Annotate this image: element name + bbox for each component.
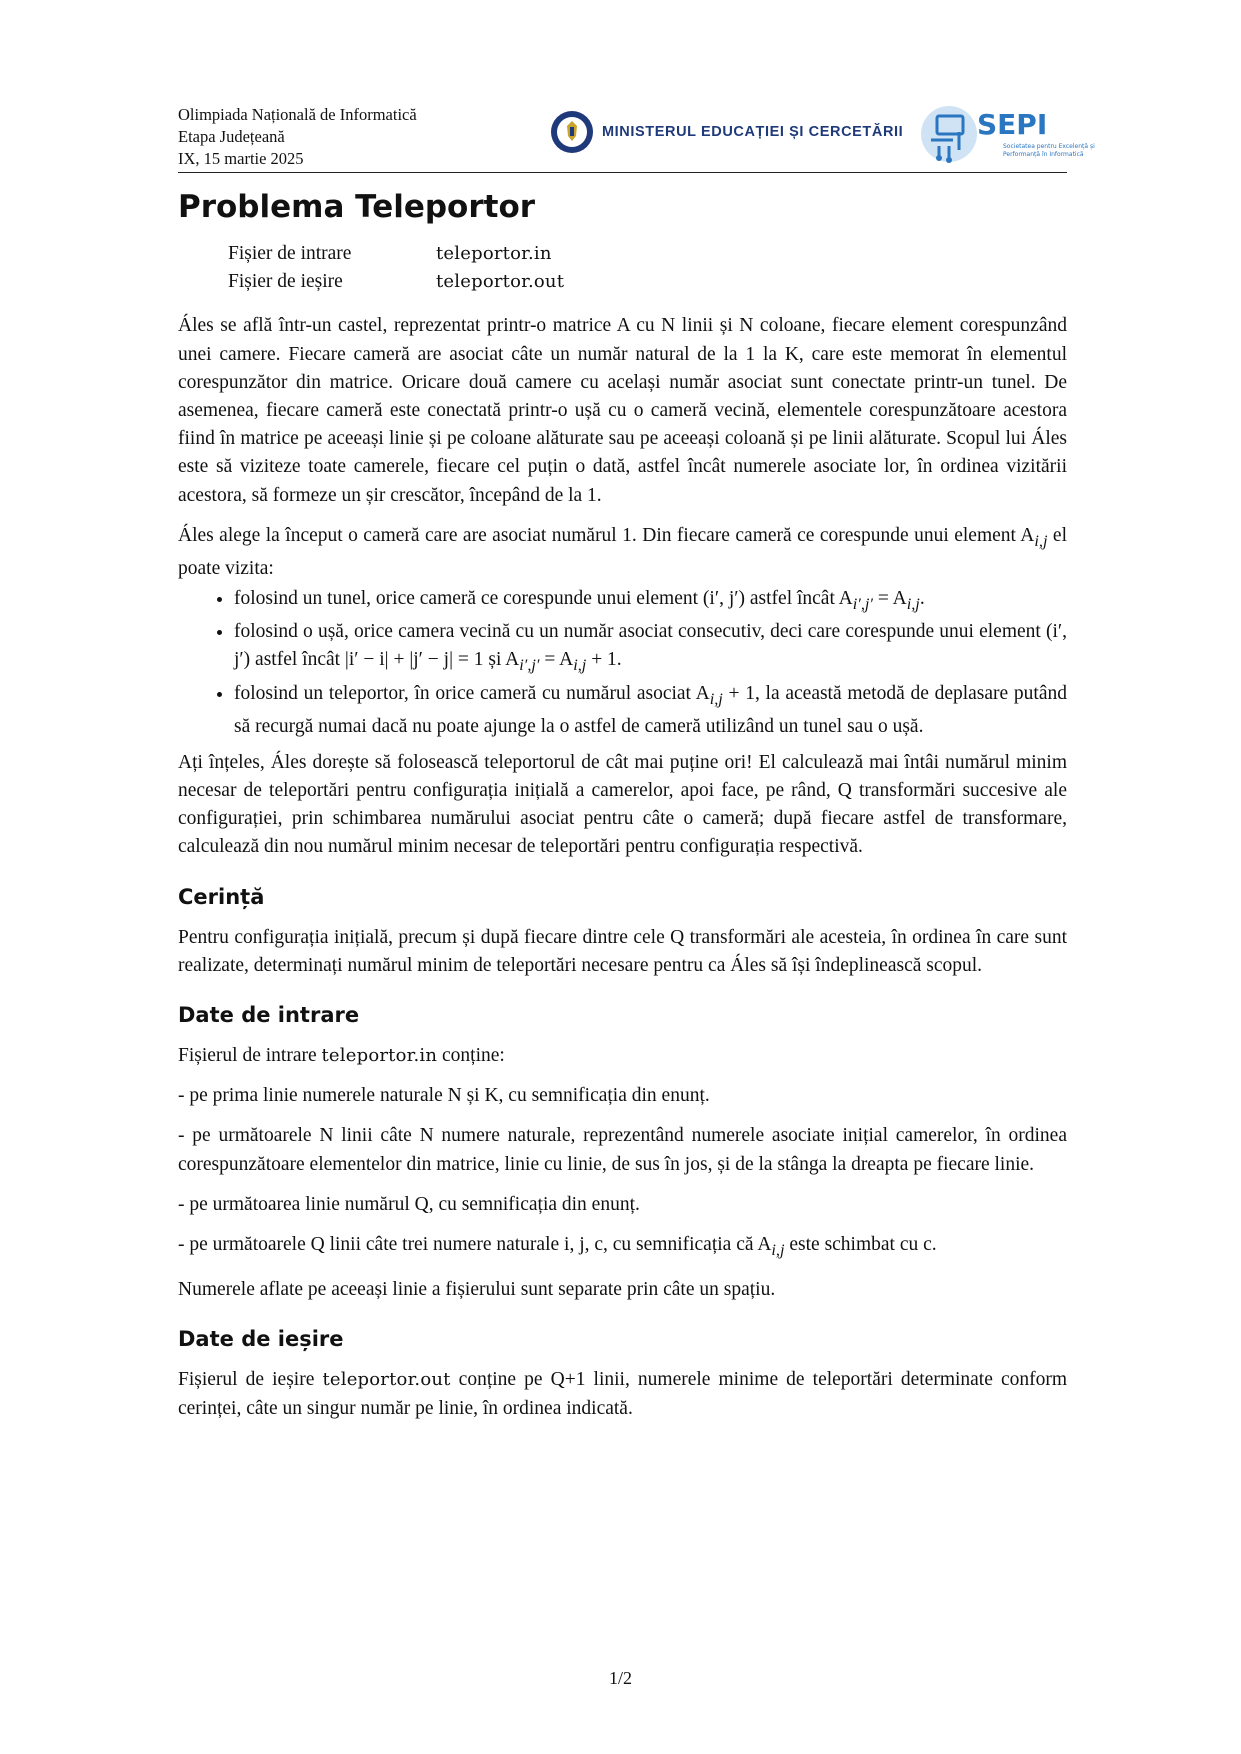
list-item-door: • folosind o ușă, orice camera vecină cu un număr asociat consecutiv, deci care corespunde unui element (i′, j′) astfel încât |i′ − i| + |j′ − j| = 1 și $A_{i',j'} = A_{i,j} + 1$. — [234, 618, 1067, 679]
sepi-logo — [919, 102, 1095, 166]
problem-title: Problema Teleportor — [178, 189, 536, 225]
requirement-text: Pentru configurația inițială, precum și după fiecare dintre cele Q transformări ale acesteia, în ordinea în care sunt realizate, determinați numărul minim de teleportări necesare pentru ca Áles să își îndeplinească scopul. — [178, 926, 1067, 976]
intro-paragraph-1: Áles se află într-un castel, reprezentat printr-o matrice A cu N linii și N coloane, fiecare element corespunzând unei camere. Fiecare cameră are asociat câte un număr natural de la 1 la K, care este memorat în elementul corespunzător din matrice. Oricare două camere cu același număr asociat sunt conectate printr-un tunel. De asemenea, fiecare cameră este conectată printr-o ușă cu o cameră vecină, elementele corespunzătoare acestora fiind în matrice pe aceeași linie și pe coloane alăturate sau pe aceeași coloană și pe linii alăturate. Scopul lui Áles este să viziteze toate camerele, fiecare cel puțin o dată, astfel încât numerele asociate lor, în ordinea vizitării acestora, să formeze un șir crescător, începând de la 1. — [178, 315, 1067, 506]
movement-options-list — [178, 585, 1067, 741]
header-info — [178, 104, 417, 170]
page-number: 1/2 — [608, 1668, 632, 1688]
output-file-label: Fișier de ieșire — [228, 271, 343, 293]
file-info — [228, 240, 1067, 296]
input-heading: Date de intrare — [178, 1003, 360, 1028]
svg-text:Performanță în Informatică: Performanță în Informatică — [1003, 151, 1084, 158]
problem-statement — [178, 188, 1067, 1435]
header-line-olympiad: Olimpiada Națională de Informatică — [178, 105, 417, 124]
output-file-name: teleportor.out — [436, 271, 565, 293]
list-item-tunnel: • folosind un tunel, orice cameră ce corespunde unui element (i′, j′) astfel încât $A_{i',j'} = A_{i,j}$. — [234, 585, 1067, 618]
ministry-logo — [550, 110, 903, 154]
input-file-label: Fișier de intrare — [228, 243, 352, 264]
input-file-name: teleportor.in — [436, 243, 552, 264]
input-line-1: - pe prima linie numerele naturale N și K, cu semnificația din enunț. — [178, 1085, 710, 1107]
output-heading: Date de ieșire — [178, 1327, 344, 1352]
sepi-logo-text: SEPI — [977, 108, 1048, 141]
input-intro: Fișierul de intrare teleportor.in conține: — [178, 1045, 505, 1067]
input-line-2: - pe următoarele N linii câte N numere naturale, reprezentând numerele asociate inițial camerelor, în ordinea corespunzătoare elementelor din matrice, linie cu linie, de sus în jos, și de la stânga la dreapta pe fiecare linie. — [178, 1125, 1067, 1175]
list-item-teleport: • folosind un teleportor, în orice cameră cu numărul asociat $A_{i,j} + 1$, la această metodă de deplasare putând să recurgă numai dacă nu poate ajunge la o astfel de cameră utilizând un tunel sau o ușă. — [234, 680, 1067, 741]
svg-text:Societatea pentru Excelență și: Societatea pentru Excelență și — [1003, 143, 1095, 150]
output-text: Fișierul de ieșire teleportor.out conține pe Q+1 linii, numerele minime de teleportări determinate conform cerinței, câte un singur număr pe linie, în ordinea indicată. — [178, 1369, 1068, 1419]
page-header — [178, 104, 1095, 173]
ministry-name: MINISTERUL EDUCAȚIEI ȘI CERCETĂRII — [602, 124, 904, 140]
header-line-stage: Etapa Județeană — [178, 127, 285, 146]
input-line-4: - pe următoarele Q linii câte trei numere naturale i, j, c, cu semnificația că $A_{i,j}$ este schimbat cu c. — [178, 1234, 937, 1259]
intro-paragraph-3: Ați înțeles, Áles dorește să folosească teleportorul de cât mai puține ori! El calculează mai întâi numărul minim necesar de teleportări pentru configurația inițială a camerelor, apoi face, pe rând, Q transformări succesive ale configurației, prin schimbarea numărului asociat pentru câte o cameră; după fiecare astfel de transformare, calculează din nou numărul minim necesar de teleportări pentru configurația respectivă. — [178, 751, 1067, 858]
header-line-date: IX, 15 martie 2025 — [178, 149, 304, 168]
government-seal-icon — [550, 110, 594, 154]
input-line-5: Numerele aflate pe aceeași linie a fișierului sunt separate prin câte un spațiu. — [178, 1279, 776, 1301]
requirement-heading: Cerință — [178, 884, 265, 909]
intro-paragraph-2: Áles alege la început o cameră care are asociat numărul 1. Din fiecare cameră ce corespunde unui element $A_{i,j}$ el poate vizita: — [178, 524, 1067, 579]
input-line-3: - pe următoarea linie numărul Q, cu semnificația din enunț. — [178, 1193, 640, 1215]
